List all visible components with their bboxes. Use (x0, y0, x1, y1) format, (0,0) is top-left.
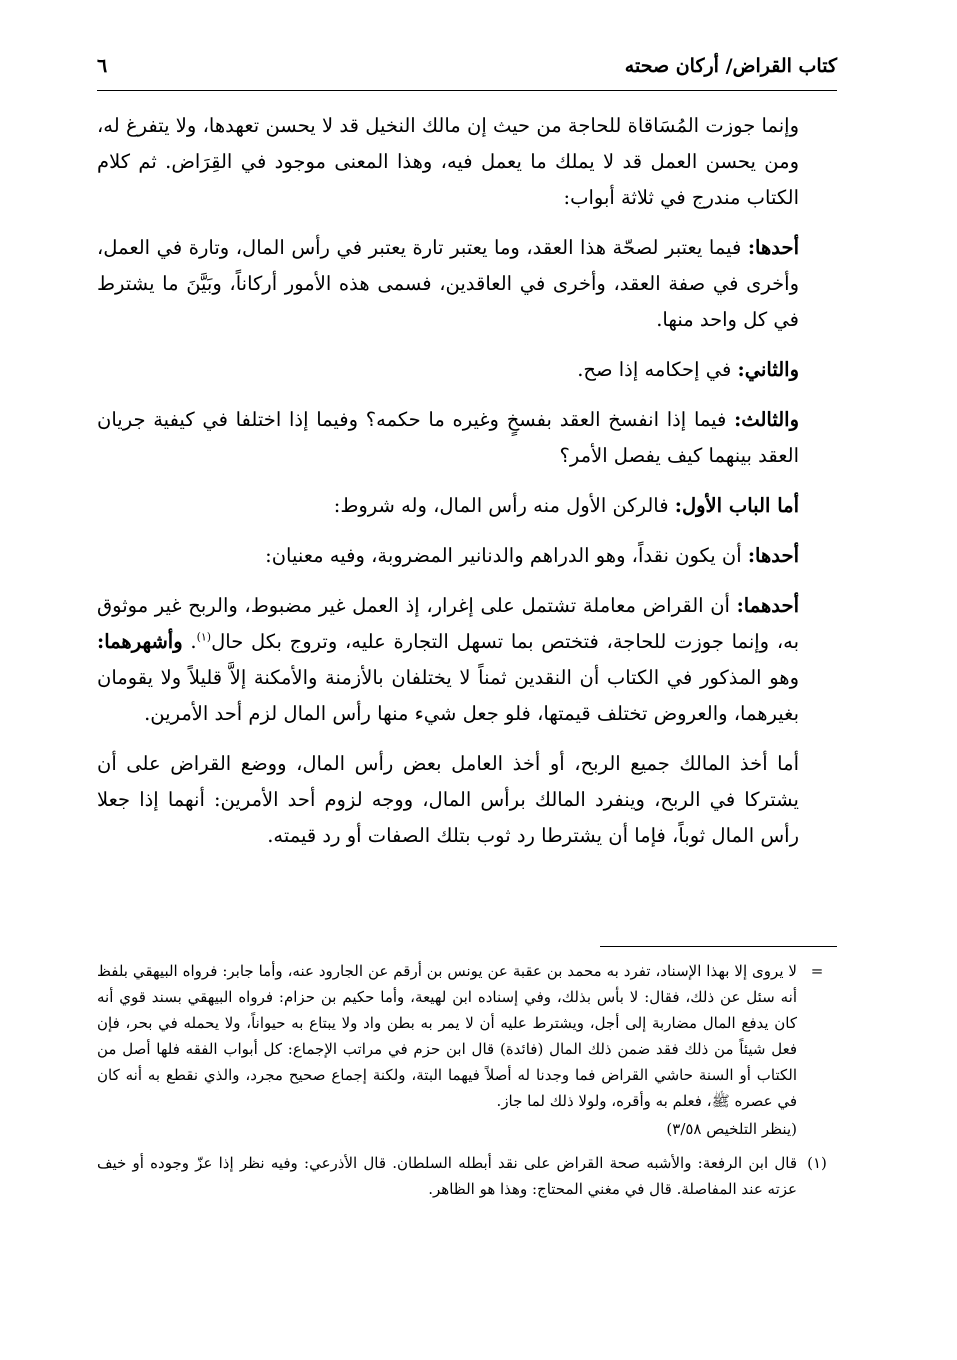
paragraph-lead: أما الباب الأول: (674, 494, 799, 517)
paragraph-text: أن يكون نقداً، وهو الدراهم والدنانير المضروبة، وفيه معنيان: (265, 544, 748, 567)
paragraph-lead: والثاني: (737, 358, 799, 381)
paragraph-lead: والثالث: (734, 408, 799, 431)
paragraph (97, 352, 837, 388)
main-text (97, 108, 837, 868)
paragraph-text: أما أخذ المالك جميع الربح، أو أخذ العامل بعض رأس المال، ووضع القراض على أن يشتركا في الربح، وينفرد المالك برأس المال، ووجه لزوم أحد الأمرين: أنهما إذا جعلا رأس المال ثوباً، فإما أن يشترطا رد ثوب بتلك الصفات أو رد قيمته. (97, 752, 799, 847)
paragraph (97, 108, 837, 216)
footnote-reference: (ينظر التلخيص ٣/٥٨) (666, 1120, 797, 1138)
footnote-continuation-mark: = (810, 962, 824, 980)
paragraph-text: أن القراض معاملة تشتمل على إغرار، إذ العمل غير مضبوط، والربح غير موثوق به، وإنما جوزت للحاجة، فتختص بما تسهل التجارة عليه، وتروج بكل حال (97, 594, 799, 653)
footnote-continued (97, 958, 837, 1114)
footnote-number: (١) (807, 1154, 827, 1172)
paragraph (97, 402, 837, 474)
paragraph (97, 230, 837, 338)
paragraph-text: فالركن الأول منه رأس المال، وله شروط: (333, 494, 675, 517)
paragraph (97, 746, 837, 854)
footnote-ref[interactable]: (١) (196, 630, 212, 644)
paragraph-text: فيما يعتبر لصحّة هذا العقد، وما يعتبر تارة يعتبر في رأس المال، وتارة في العمل، وأخرى في صفة العقد، وأخرى في العاقدين، فسمى هذه الأمور أركاناً، وبَيَّنَ ما يشترط في كل واحد منها. (97, 236, 799, 331)
footnote-text: لا يروى إلا بهذا الإسناد، تفرد به محمد بن عقبة عن يونس بن أرقم عن الجارود عنه، وأما جابر: فرواه البيهقي بلفظ أنه سئل عن ذلك، فقال: لا بأس بذلك، وفي إسناده ابن لهيعة، وأما حكيم بن حزام: فرواه البيهقي بسند قوي أنه كان يدفع المال مضاربة إلى أجل، ويشترط عليه أن لا يمر به بطن واد ولا يبتاع به حيواناً، ولا يحمله في بحر، فإن فعل شيئاً من ذلك فقد ضمن ذلك المال (فائدة) قال ابن حزم في مراتب الإجماع: كل أبواب الفقه فلها أصل من الكتاب أو السنة حاشي القراض فما وجدنا له أصلاً فيهما البتة، ولكنة إجماع صحيح مجرد، والذي نقطع به أنه كان في عصره ﷺ، فعلم به وأقره، ولولا ذلك لما جاز. (97, 962, 797, 1110)
footnotes (97, 958, 837, 1202)
paragraph-text: وإنما جوزت المُسَاقاة للحاجة من حيث إن مالك النخيل قد لا يحسن تعهدها، ولا يتفرغ له، ومن يحسن العمل قد لا يملك ما يعمل فيه، وهذا المعنى موجود في القِرَاض. ثم كلام الكتاب مندرج في ثلاثة أبواب: (97, 114, 799, 209)
page-number: ٦ (97, 55, 108, 77)
paragraph-lead: وأشهرهما: (97, 630, 183, 653)
paragraph-text: . (182, 630, 197, 653)
footnote-rule (600, 946, 837, 947)
footnote-source (97, 1116, 837, 1142)
paragraph (97, 538, 837, 574)
footnote-1 (97, 1150, 837, 1202)
paragraph-lead: أحدها: (747, 236, 799, 259)
running-title: كتاب القراض/ أركان صحته (624, 55, 837, 77)
paragraph-text: في إحكامه إذا صح. (577, 358, 738, 381)
paragraph-lead: أحدها: (747, 544, 799, 567)
paragraph-text: وهو المذكور في الكتاب أن النقدين ثمناً لا يختلفان بالأزمنة والأمكنة إلاَّ قليلاً ولا يقومان بغيرهما، والعروض تختلف قيمتها، فلو جعل شيء منها رأس المال لزم أحد الأمرين. (97, 666, 799, 725)
paragraph (97, 588, 837, 732)
header-rule (97, 90, 837, 91)
footnote-text: قال ابن الرفعة: والأشبه صحة القراض على نقد أبطله السلطان. قال الأذرعي: وفيه نظر إذا عزّ وجوده أو خيف عزته عند المفاصلة. قال في مغني المحتاج: وهذا هو الظاهر. (97, 1154, 797, 1198)
paragraph-text: فيما إذا انفسخ العقد بفسخٍ وغيره ما حكمه؟ وفيما إذا اختلفا في كيفية جريان العقد بينهما كيف يفصل الأمر؟ (97, 408, 799, 467)
paragraph-lead: أحدهما: (736, 594, 799, 617)
paragraph (97, 488, 837, 524)
page-header (97, 46, 837, 86)
